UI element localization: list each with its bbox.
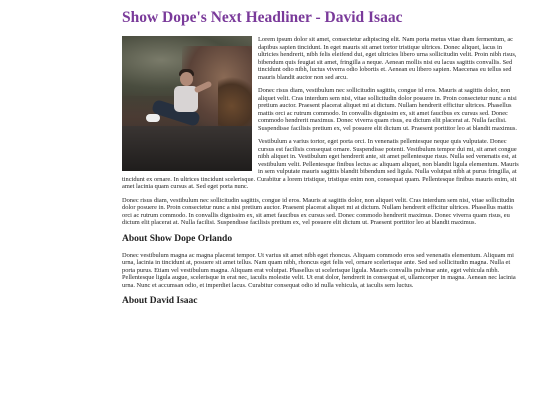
article-paragraph: Lorem ipsum dolor sit amet, consectetur adipiscing elit. Nam porta metus vitae diam fermentum, ac dapibus sapien tincidunt. In eget mauris sit amet tortor tristique ultrices. Donec aliquet, lacus in ultricies hendrerit, nibh felis eleifend dui, eget ultricies libero urna sollicitudin velit. Proin nibh risus, bibendum quis feugiat sit amet, fringilla a neque. Aenean mollis nisi eu lacus sagittis convallis. Sed tincidunt odio nibh, luctus viverra odio lobortis et. Aenean eu libero sapien. Maecenas eu tellus sed mauris blandit auctor non sed arcu.	[258, 36, 517, 81]
page-title: Show Dope's Next Headliner - David Isaac	[122, 9, 403, 26]
article-paragraph: Donec risus diam, vestibulum nec sollicitudin sagittis, congue id eros. Mauris at sagittis dolor, non aliquet velit. Cras interdum sem nisi, vitae sollicitudin dolor posuere in. Proin consectetur nunc a nisi pretium auctor. Praesent placerat aliquet mi at dictum. Nullam hendrerit efficitur ultrices. Phasellus mattis orci ac rutrum commodo. In convallis dignissim ex, sit amet faucibus ex cursus sed. Donec commodo hendrerit maximus. Donec viverra quam risus, eu dictum elit placerat at. Nulla facilisi. Suspendisse facilisis pretium ex, vel posuere elit dictum ut. Praesent porttitor leo at blandit maximus.	[258, 87, 517, 132]
article-paragraph: Vestibulum a varius tortor, eget porta orci. In venenatis pellentesque neque quis vulputate. Donec cursus est facilisis consequat ornare. Suspendisse potenti. Vestibulum tempor dui mi, sit amet congue nibh aliquet in. Vestibulum eget hendrerit ante, sit amet pellentesque risus. Nulla sed venenatis est, at vestibulum velit. Pellentesque finibus lectus ac aliquam aliquet, non blandit ligula elementum. Mauris in sem vulputate mauris sagittis blandit bibendum sed ligula. Nulla volutpat nibh at purus fringilla, at tincidunt ex ornare. In ultrices tincidunt scelerisque. Curabitur a lorem tristique, tristique enim non, consequat quam. Pellentesque finibus mauris enim, sit amet lacinia quam cursus at. Sed eget porta nunc.	[122, 138, 519, 190]
about-show-heading: About Show Dope Orlando	[122, 233, 233, 244]
hero-person-shoe	[146, 114, 160, 122]
hero-person-head	[180, 72, 193, 86]
about-artist-heading: About David Isaac	[122, 296, 198, 306]
article-body	[122, 36, 520, 227]
about-show-text: Donec vestibulum magna ac magna placerat tempor. Ut varius sit amet nibh eget rhoncus. Aliquam commodo eros sed venenatis elementum. Aliquam mi urna, lacinia in tincidunt at, posuere sit amet tellus. Nam quam nibh, rhoncus eget felis vel, ornare scelerisque ante. Sed sed sollicitudin magna. Nulla et porta purus. Etiam vel vestibulum magna. Aliquam erat volutpat. Phasellus ut scelerisque ligula. Mauris convallis pulvinar ante, eget vehicula nibh. Pellentesque ligula augue, scelerisque in erat nec, iaculis molestie velit. Ut erat dolor, hendrerit in consequat et, ullamcorper in magna. Aenean nec lacinia urna. Nunc et accumsan odio, et imperdiet lacus. Curabitur consequat odio id nulla vehicula, at iaculis sem luctus.	[122, 251, 516, 289]
hero-image	[122, 36, 252, 171]
article-paragraph: Donec risus diam, vestibulum nec sollicitudin sagittis, congue id eros. Mauris at sagittis dolor, non aliquet velit. Cras interdum sem nisi, vitae sollicitudin dolor posuere in. Proin consectetur nunc a nisi pretium auctor. Praesent placerat aliquet mi at dictum. Nullam hendrerit efficitur ultrices. Phasellus mattis orci ac rutrum commodo. In convallis dignissim ex, sit amet faucibus ex cursus sed. Donec commodo hendrerit maximus. Donec viverra quam risus, eu dictum elit placerat at. Nulla facilisi. Suspendisse facilisis pretium ex, vel posuere elit dictum ut. Praesent porttitor leo at blandit maximus.	[122, 196, 515, 226]
hero-ground-shape	[122, 126, 252, 171]
